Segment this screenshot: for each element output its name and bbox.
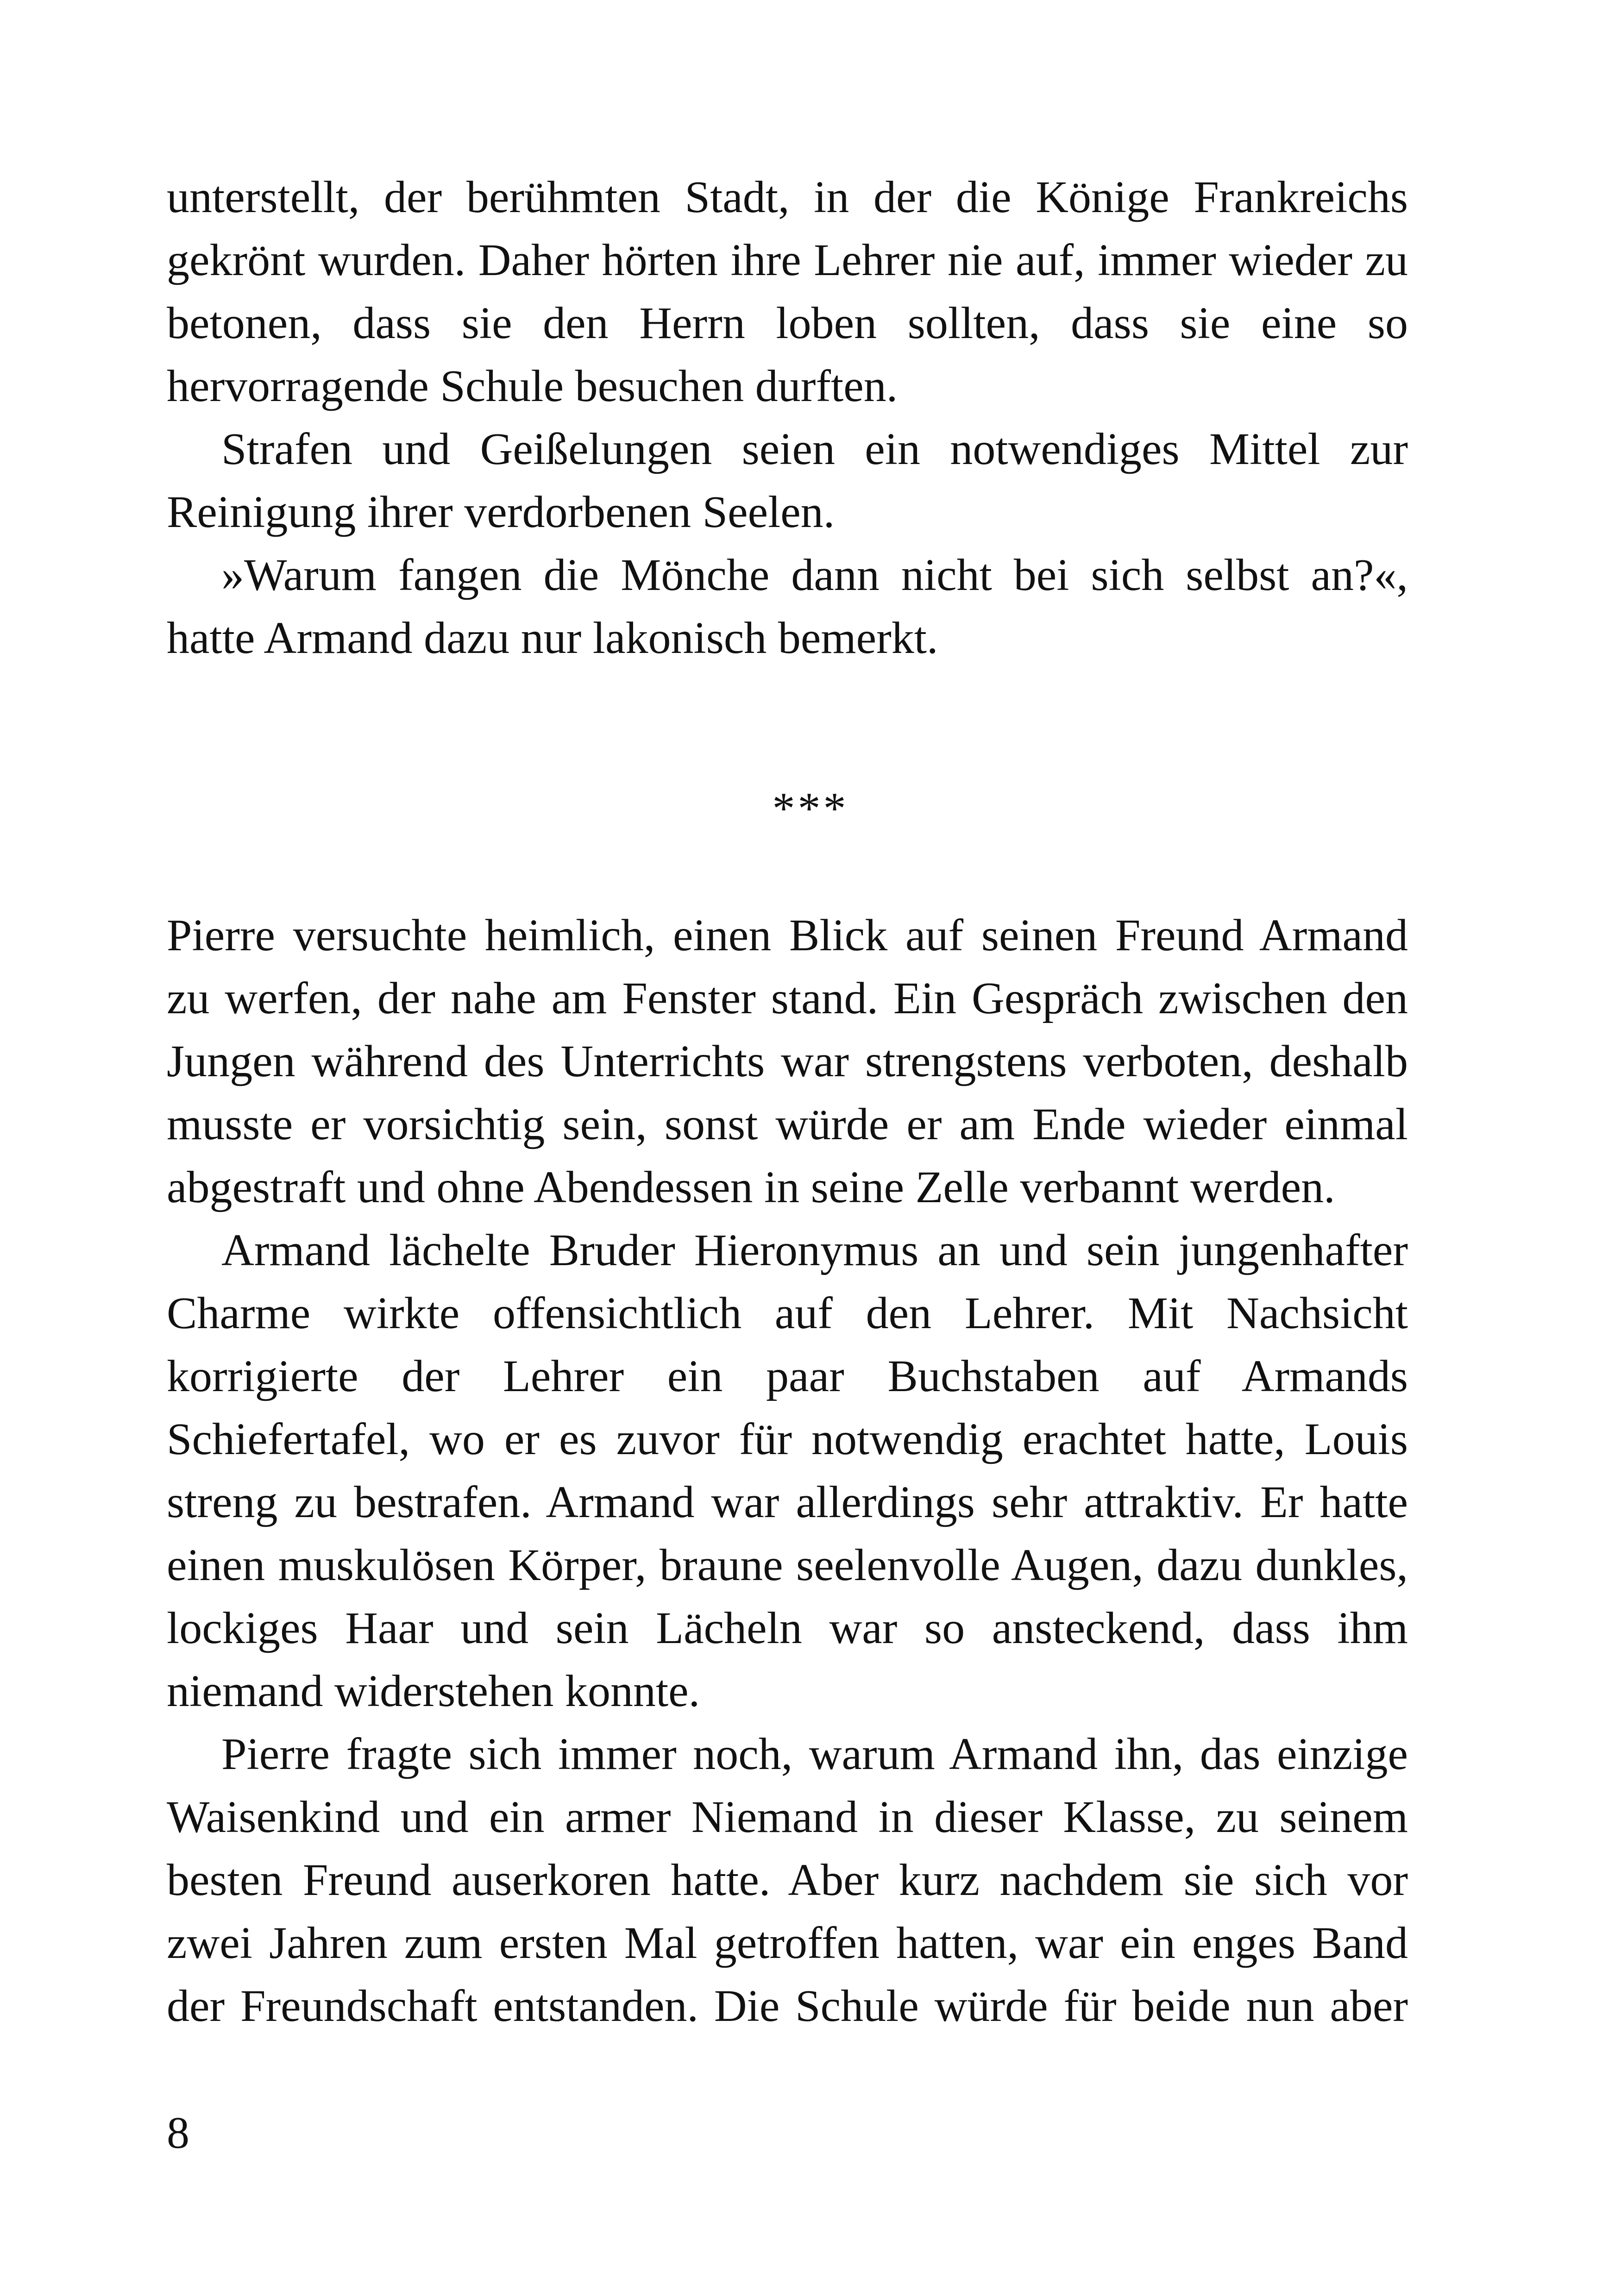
paragraph: Pierre fragte sich immer noch, warum Armand ihn, das einzige Waisenkind und ein armer Niemand in dieser Klasse, zu seinem besten Freund auserkoren hatte. Aber kurz nachdem sie sich vor zwei Jahren zum ersten Mal getroffen hatten, war ein enges Band der Freundschaft entstanden. Die Schule würde für beide nun aber: [167, 1729, 1408, 2031]
text-section-top: [167, 166, 1408, 670]
paragraph: Strafen und Geißelungen seien ein notwendiges Mittel zur Reinigung ihrer verdorbenen Seelen.: [167, 424, 1408, 537]
section-separator: ***: [772, 784, 849, 834]
paragraph: Armand lächelte Bruder Hieronymus an und sein jungenhafter Charme wirkte offensichtlich auf den Lehrer. Mit Nachsicht korrigierte der Lehrer ein paar Buchstaben auf Armands Schiefertafel, wo er es zuvor für notwendig erachtet hatte, Louis streng zu bestrafen. Armand war allerdings sehr attraktiv. Er hatte einen muskulösen Körper, braune seelenvolle Augen, dazu dunkles, lockiges Haar und sein Lächeln war so ansteckend, dass ihm niemand widerstehen konnte.: [167, 1225, 1408, 1716]
text-section-bottom: [167, 904, 1408, 2038]
paragraph: Pierre versuchte heimlich, einen Blick auf seinen Freund Armand zu werfen, der nahe am Fenster stand. Ein Gespräch zwischen den Jungen während des Unterrichts war strengstens verboten, deshalb musste er vorsichtig sein, sonst würde er am Ende wieder einmal abgestraft und ohne Abendessen in seine Zelle verbannt werden.: [167, 910, 1408, 1212]
page-number: 8: [167, 2108, 189, 2158]
paragraph: »Warum fangen die Mönche dann nicht bei sich selbst an?«, hatte Armand dazu nur lakonisch bemerkt.: [167, 550, 1408, 663]
paragraph-continuation: unterstellt, der berühmten Stadt, in der die Könige Frankreichs gekrönt wurden. Daher hörten ihre Lehrer nie auf, immer wieder zu betonen, dass sie den Herrn loben sollten, dass sie eine so hervorragende Schule besuchen durften.: [167, 172, 1408, 411]
